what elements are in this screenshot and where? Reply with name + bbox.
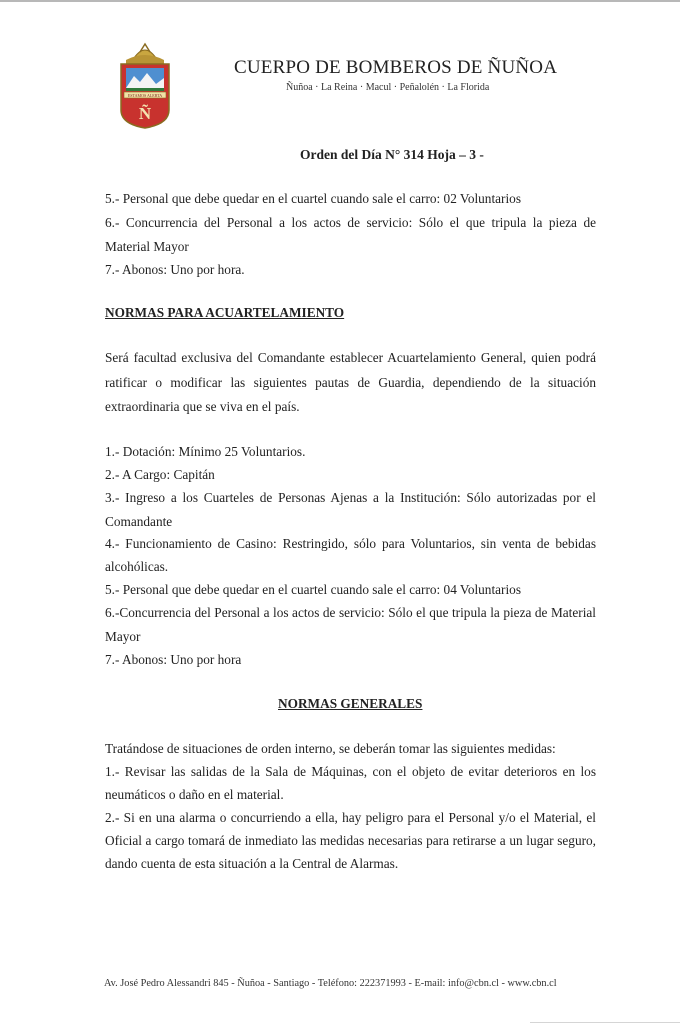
list-item: 4.- Funcionamiento de Casino: Restringido, sólo para Voluntarios, sin venta de bebidas bbox=[105, 536, 596, 551]
list-item: 6.-Concurrencia del Personal a los actos de servicio: Sólo el que tripula la pieza de Material bbox=[105, 605, 596, 620]
paragraph-line: Será facultad exclusiva del Comandante establecer Acuartelamiento General, quien podrá bbox=[105, 350, 596, 365]
list-item-continuation: Comandante bbox=[105, 514, 173, 529]
crest-letter: Ñ bbox=[138, 104, 152, 123]
list-item-continuation: Oficial a cargo tomará de inmediato las medidas necesarias para retirarse a un lugar seguro, bbox=[105, 833, 596, 848]
list-item-continuation: Material Mayor bbox=[105, 239, 189, 254]
organization-name: CUERPO DE BOMBEROS DE ÑUÑOA bbox=[234, 57, 558, 78]
list-item: 2.- Si en una alarma o concurriendo a ella, hay peligro para el Personal y/o el Material, el bbox=[105, 810, 596, 825]
list-item: 5.- Personal que debe quedar en el cuartel cuando sale el carro: 02 Voluntarios bbox=[105, 191, 521, 206]
footer-contact: Av. José Pedro Alessandri 845 - Ñuñoa - Santiago - Teléfono: 222371993 - E-mail: info@cbn.cl - www.cbn.cl bbox=[104, 978, 557, 989]
list-item: 2.- A Cargo: Capitán bbox=[105, 467, 215, 482]
list-item-continuation: neumáticos o daño en el material. bbox=[105, 787, 284, 802]
list-item-continuation: Mayor bbox=[105, 629, 141, 644]
list-item: 1.- Revisar las salidas de la Sala de Máquinas, con el objeto de evitar deterioros en los bbox=[105, 764, 596, 779]
section-title-generales: NORMAS GENERALES bbox=[278, 696, 423, 711]
page-bottom-edge bbox=[530, 1022, 680, 1023]
list-item: 5.- Personal que debe quedar en el cuartel cuando sale el carro: 04 Voluntarios bbox=[105, 582, 521, 597]
list-item: 6.- Concurrencia del Personal a los actos de servicio: Sólo el que tripula la pieza de bbox=[105, 215, 596, 230]
list-item: 1.- Dotación: Mínimo 25 Voluntarios. bbox=[105, 444, 306, 459]
paragraph-line: extraordinaria que se viva en el país. bbox=[105, 399, 300, 414]
order-of-day-heading: Orden del Día N° 314 Hoja – 3 - bbox=[300, 147, 484, 162]
paragraph-line: Tratándose de situaciones de orden interno, se deberán tomar las siguientes medidas: bbox=[105, 741, 556, 756]
section-title-acuartelamiento: NORMAS PARA ACUARTELAMIENTO bbox=[105, 305, 345, 320]
list-item: 7.- Abonos: Uno por hora bbox=[105, 652, 242, 667]
list-item: 3.- Ingreso a los Cuarteles de Personas Ajenas a la Institución: Sólo autorizadas por el bbox=[105, 490, 596, 505]
page-top-edge bbox=[0, 0, 680, 2]
list-item-continuation: alcohólicas. bbox=[105, 559, 169, 574]
crest-emblem-icon bbox=[116, 40, 174, 130]
organization-communes: Ñuñoa · La Reina · Macul · Peñalolén · La Florida bbox=[286, 82, 490, 93]
fire-department-crest bbox=[116, 40, 174, 130]
paragraph-line: ratificar o modificar las siguientes pautas de Guardia, dependiendo de la situación bbox=[105, 375, 596, 390]
list-item-continuation: dando cuenta de esta situación a la Central de Alarmas. bbox=[105, 856, 399, 871]
list-item: 7.- Abonos: Uno por hora. bbox=[105, 262, 245, 277]
crest-motto: ESTAMOS ALERTA bbox=[127, 92, 163, 98]
